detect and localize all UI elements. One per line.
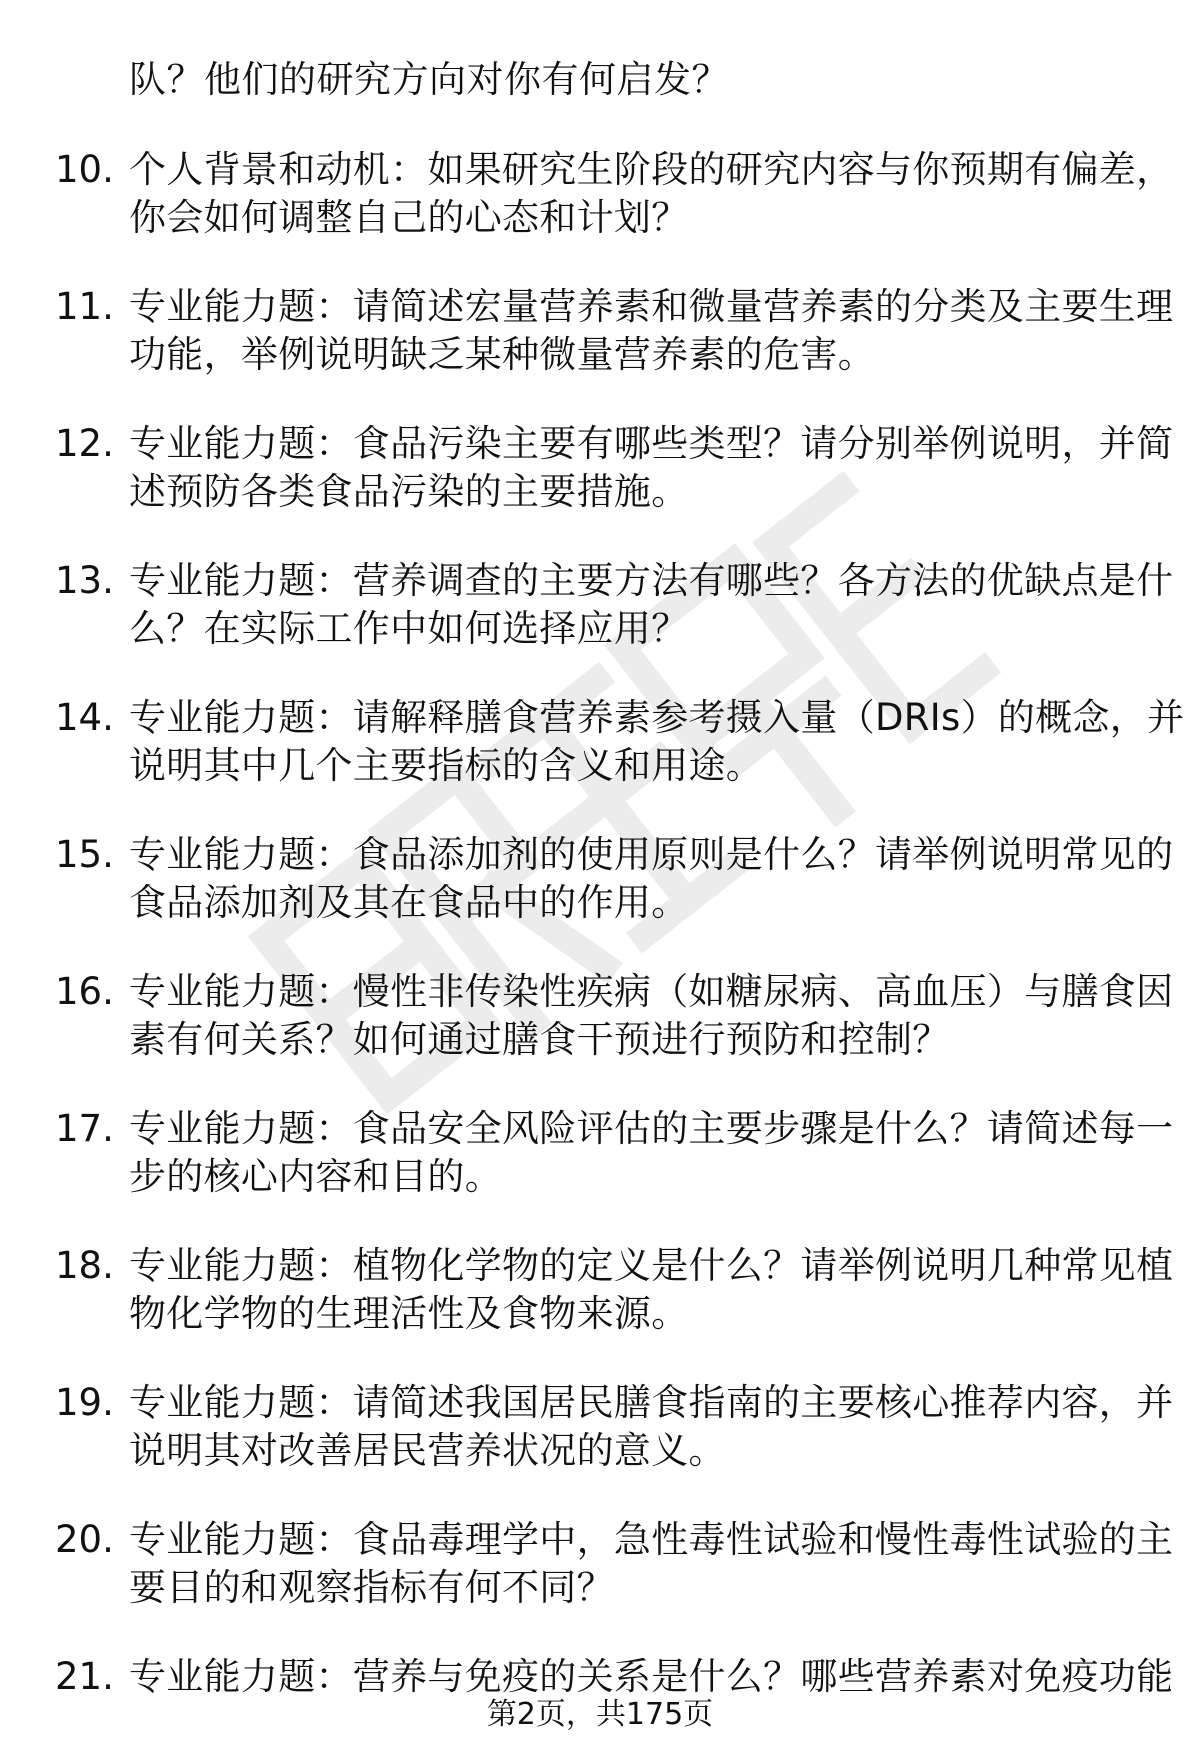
question-text [129, 968, 1174, 1064]
question-line: 专业能力题：食品添加剂的使用原则是什么？请举例说明常见的 [129, 833, 1174, 876]
question-list [0, 146, 1200, 1701]
question-line: 说明其对改善居民营养状况的意义。 [129, 1429, 726, 1472]
question-line: 专业能力题：食品毒理学中，急性毒性试验和慢性毒性试验的主 [129, 1518, 1174, 1561]
question-line: 说明其中几个主要指标的含义和用途。 [129, 744, 764, 787]
question-number: 18. [55, 1244, 114, 1287]
question-line: 专业能力题：营养与免疫的关系是什么？哪些营养素对免疫功能 [129, 1655, 1174, 1698]
question-text [129, 146, 1174, 242]
question-text [129, 1105, 1174, 1201]
question-number: 13. [55, 559, 114, 602]
question-number: 10. [55, 148, 114, 191]
question-line: 物化学物的生理活性及食物来源。 [129, 1292, 689, 1335]
question-line: 专业能力题：请简述我国居民膳食指南的主要核心推荐内容，并 [129, 1381, 1174, 1424]
question-line: 么？在实际工作中如何选择应用？ [129, 607, 689, 650]
question-line: 要目的和观察指标有何不同？ [129, 1566, 614, 1609]
question-text [129, 1653, 1174, 1701]
question-item [0, 557, 1200, 653]
question-number: 19. [55, 1381, 114, 1424]
question-line: 专业能力题：食品安全风险评估的主要步骤是什么？请简述每一 [129, 1107, 1174, 1150]
question-item [0, 1379, 1200, 1475]
question-number: 14. [55, 696, 114, 739]
question-text [129, 1242, 1174, 1338]
question-text [129, 694, 1185, 790]
question-item [0, 1105, 1200, 1201]
question-line: 功能，举例说明缺乏某种微量营养素的危害。 [129, 333, 875, 376]
question-text [129, 1379, 1174, 1475]
question-item [0, 283, 1200, 379]
question-line: 专业能力题：请解释膳食营养素参考摄入量（DRIs）的概念，并 [129, 696, 1185, 739]
page-footer: 第2页，共175页 [486, 1697, 714, 1732]
question-item [0, 1242, 1200, 1338]
question-line: 素有何关系？如何通过膳食干预进行预防和控制？ [129, 1018, 950, 1061]
question-item [0, 1516, 1200, 1612]
question-item [0, 831, 1200, 927]
question-number: 16. [55, 970, 114, 1013]
question-item [0, 968, 1200, 1064]
question-line: 食品添加剂及其在食品中的作用。 [129, 881, 689, 924]
question-text [129, 1516, 1174, 1612]
question-item [0, 1653, 1200, 1701]
question-line: 你会如何调整自己的心态和计划？ [129, 196, 689, 239]
question-text [129, 283, 1174, 379]
question-number: 20. [55, 1518, 114, 1561]
continued-question-text: 队？他们的研究方向对你有何启发？ [129, 58, 729, 101]
question-text [129, 831, 1174, 927]
question-item [0, 420, 1200, 516]
question-item [0, 146, 1200, 242]
question-text [129, 420, 1174, 516]
question-text [129, 557, 1174, 653]
question-number: 17. [55, 1107, 114, 1150]
question-number: 15. [55, 833, 114, 876]
question-number: 12. [55, 422, 114, 465]
question-line: 个人背景和动机：如果研究生阶段的研究内容与你预期有偏差， [129, 148, 1174, 191]
question-line: 步的核心内容和目的。 [129, 1155, 502, 1198]
question-item [0, 694, 1200, 790]
question-line: 专业能力题：请简述宏量营养素和微量营养素的分类及主要生理 [129, 285, 1174, 328]
question-line: 专业能力题：营养调查的主要方法有哪些？各方法的优缺点是什 [129, 559, 1174, 602]
question-line: 专业能力题：慢性非传染性疾病（如糖尿病、高血压）与膳食因 [129, 970, 1174, 1013]
question-number: 21. [55, 1655, 114, 1698]
question-line: 专业能力题：食品污染主要有哪些类型？请分别举例说明，并简 [129, 422, 1174, 465]
question-line: 专业能力题：植物化学物的定义是什么？请举例说明几种常见植 [129, 1244, 1174, 1287]
question-line: 述预防各类食品污染的主要措施。 [129, 470, 689, 513]
question-number: 11. [55, 285, 114, 328]
